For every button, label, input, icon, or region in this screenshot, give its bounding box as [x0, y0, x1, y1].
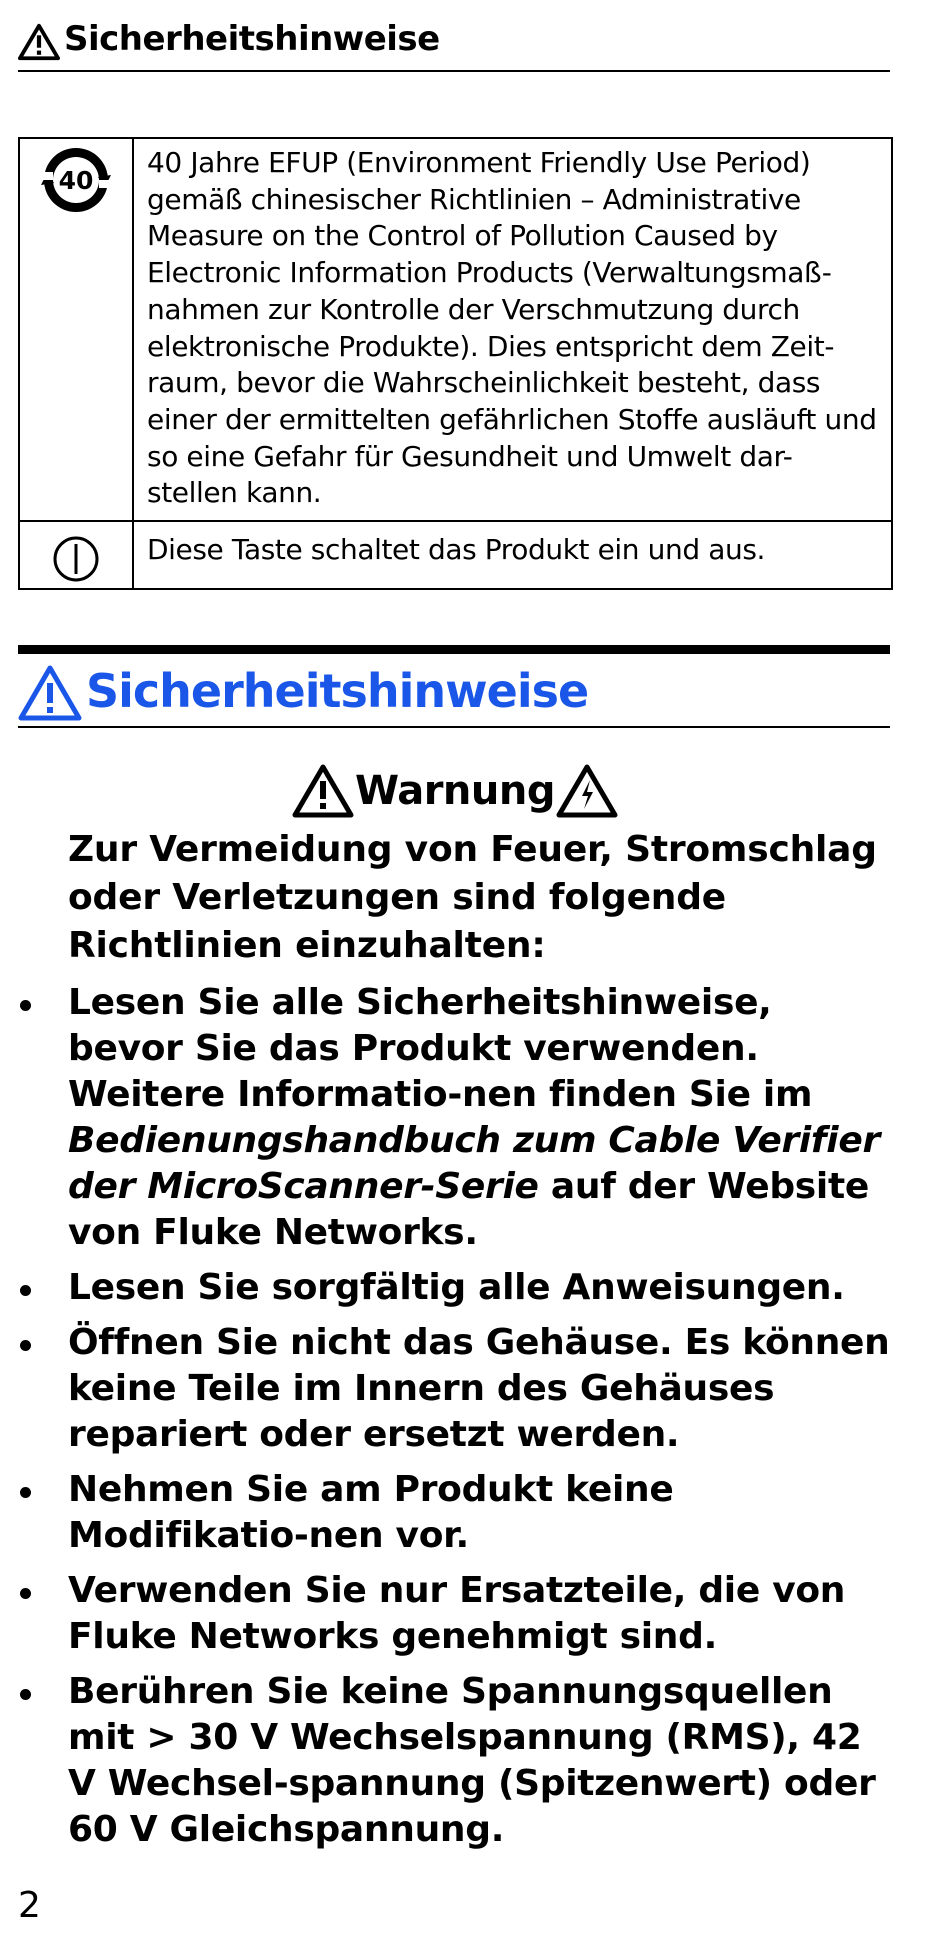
- section-title: Sicherheitshinweise: [86, 664, 589, 718]
- list-item: [18, 980, 898, 1256]
- list-item: [18, 1669, 898, 1853]
- manual-title: Bedienungshandbuch zum Cable Verifier der MicroScanner-Serie: [68, 1120, 880, 1207]
- page-number: 2: [18, 1885, 41, 1926]
- bullet-icon: [20, 1000, 31, 1011]
- list-item: [18, 1467, 898, 1559]
- bullet-icon: [20, 1285, 31, 1296]
- efup-icon-label: 40: [58, 166, 94, 195]
- list-item: [18, 1265, 898, 1311]
- running-header-title: Sicherheitshinweise: [64, 19, 440, 59]
- warning-label: Warnung: [355, 768, 555, 814]
- warning-heading: [0, 763, 910, 819]
- safety-list: [18, 980, 898, 1862]
- efup-40-icon: [39, 143, 113, 217]
- table-row: [19, 138, 892, 521]
- list-item-text: Lesen Sie alle Sicherheitshinweise, bevor Sie das Produkt verwenden. Weitere Informatio-nen finden Sie im: [68, 982, 813, 1115]
- list-item-text: Berühren Sie keine Spannungsquellen mit > 30 V Wechselspannung (RMS), 42 V Wechsel-spannung (Spitzenwert) oder 60 V Gleichspannung.: [68, 1671, 876, 1850]
- list-item: [18, 1320, 898, 1458]
- power-button-icon: [51, 534, 101, 584]
- bullet-icon: [20, 1340, 31, 1351]
- warning-triangle-icon: [18, 664, 82, 722]
- list-item-text: Öffnen Sie nicht das Gehäuse. Es können keine Teile im Innern des Gehäuses repariert oder ersetzt werden.: [68, 1322, 890, 1455]
- efup-description: 40 Jahre EFUP (Environment Friendly Use Period) gemäß chinesischer Richtlinien – Administrative Measure on the Control of Pollution Caused by Electronic Information Products (Verwaltungsmaß-nahmen zur Kontrolle der Verschmutzung durch elektronische Produkte). Dies entspricht dem Zeit-raum, bevor die Wahrscheinlichkeit besteht, dass einer der ermittelten gefährlichen Stoffe ausläuft und so eine Gefahr für Gesundheit und Umwelt dar-stellen kann.: [133, 138, 892, 521]
- warning-triangle-icon: [18, 22, 60, 62]
- symbol-cell: [19, 138, 133, 521]
- section-divider: [18, 645, 890, 654]
- list-item-text: Lesen Sie sorgfältig alle Anweisungen.: [68, 1267, 845, 1308]
- list-item-text: Nehmen Sie am Produkt keine Modifikatio-nen vor.: [68, 1469, 674, 1556]
- list-item-text: Verwenden Sie nur Ersatzteile, die von Fluke Networks genehmigt sind.: [68, 1570, 846, 1657]
- symbols-table: [18, 137, 893, 590]
- bullet-icon: [20, 1689, 31, 1700]
- running-header: [18, 14, 890, 72]
- bullet-icon: [20, 1588, 31, 1599]
- list-item-text: auf der Website von Fluke Networks.: [68, 1166, 869, 1253]
- power-description: Diese Taste schaltet das Produkt ein und aus.: [133, 521, 892, 589]
- warning-intro: Zur Vermeidung von Feuer, Stromschlag oder Verletzungen sind folgende Richtlinien einzuhalten:: [68, 829, 877, 966]
- warning-triangle-icon: [292, 763, 354, 819]
- electric-shock-icon: [556, 763, 618, 819]
- table-row: [19, 521, 892, 589]
- list-item: [18, 1568, 898, 1660]
- bullet-icon: [20, 1487, 31, 1498]
- symbol-cell: [19, 521, 133, 589]
- section-heading: [18, 656, 890, 728]
